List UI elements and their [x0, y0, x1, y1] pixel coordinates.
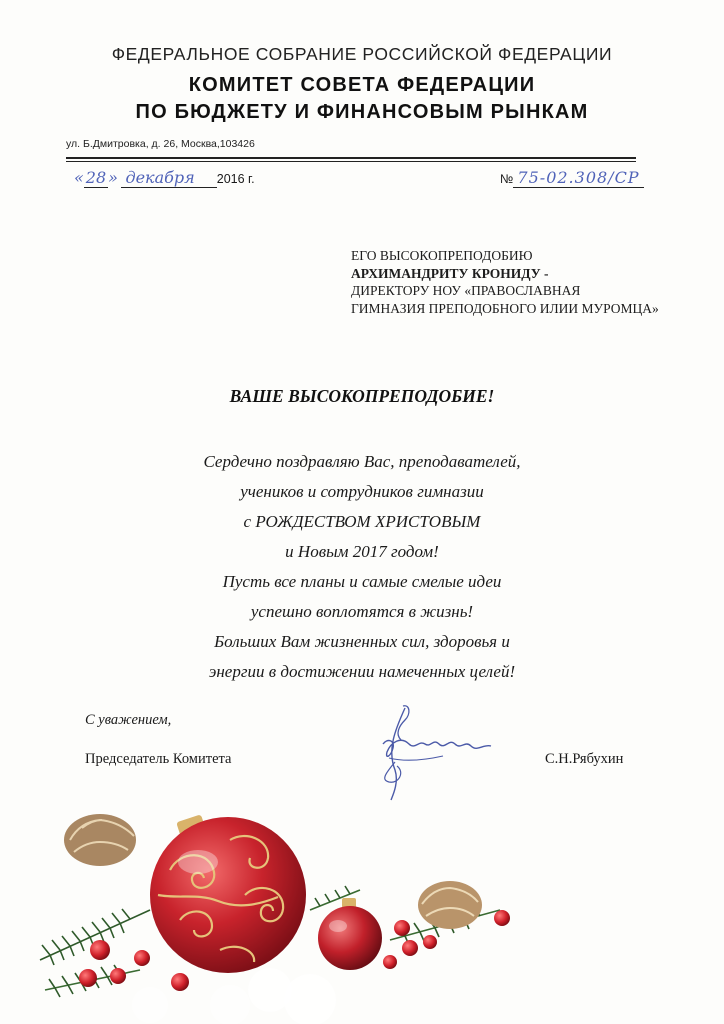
- christmas-ornament-decoration: [30, 800, 530, 1024]
- greeting-body: [0, 447, 724, 687]
- recipient-line1: ЕГО ВЫСОКОПРЕПОДОБИЮ: [351, 248, 533, 263]
- document-number: 75-02.308/СР: [513, 168, 643, 188]
- large-red-ornament: [150, 814, 306, 973]
- recipient-line3: ДИРЕКТОРУ НОУ «ПРАВОСЛАВНАЯ: [351, 283, 581, 298]
- letterhead-address: ул. Б.Дмитровка, д. 26, Москва,103426: [66, 138, 255, 150]
- date-year: 2016 г.: [216, 172, 255, 186]
- snow-sparkles: [132, 968, 336, 1024]
- recipient-line4: ГИМНАЗИЯ ПРЕПОДОБНОГО ИЛИИ МУРОМЦА»: [351, 300, 659, 316]
- date-open-quote: «: [74, 168, 84, 187]
- recipient-block: [351, 247, 659, 317]
- letterhead-line3: ПО БЮДЖЕТУ И ФИНАНСОВЫМ РЫНКАМ: [135, 101, 589, 123]
- signer-name: С.Н.Рябухин: [545, 751, 624, 767]
- date-day: 28: [85, 168, 107, 187]
- recipient-name: АРХИМАНДРИТУ КРОНИДУ -: [351, 265, 549, 281]
- body-line: успешно воплотятся в жизнь!: [250, 602, 474, 621]
- body-line: учеников и сотрудников гимназии: [240, 482, 484, 501]
- number-prefix: №: [500, 172, 514, 186]
- body-line: и Новым 2017 годом!: [285, 542, 439, 561]
- body-line: Больших Вам жизненных сил, здоровья и: [214, 632, 510, 651]
- document-number-line: [500, 168, 644, 188]
- salutation: ВАШЕ ВЫСОКОПРЕПОДОБИЕ!: [229, 386, 495, 406]
- letterhead-line2: КОМИТЕТ СОВЕТА ФЕДЕРАЦИИ: [188, 74, 536, 96]
- signer-position: Председатель Комитета: [85, 751, 232, 767]
- date-line: [74, 168, 255, 188]
- letterhead-line1: ФЕДЕРАЛЬНОЕ СОБРАНИЕ РОССИЙСКОЙ ФЕДЕРАЦИИ: [111, 44, 613, 64]
- letterhead-committee: [0, 72, 724, 126]
- header-rule-thick: [66, 157, 636, 159]
- pine-cone-right: [418, 881, 482, 929]
- header-rule-thin: [66, 161, 636, 162]
- pine-cone-left: [64, 814, 136, 866]
- date-month: декабря: [121, 168, 216, 188]
- body-line: Сердечно поздравляю Вас, преподавателей,: [203, 452, 521, 471]
- handwritten-signature: [365, 700, 515, 805]
- body-line: с РОЖДЕСТВОМ ХРИСТОВЫМ: [243, 512, 481, 531]
- small-red-ornament: [318, 898, 382, 970]
- closing-regards: С уважением,: [85, 712, 172, 728]
- body-line: Пусть все планы и самые смелые идеи: [222, 572, 502, 591]
- date-close-quote: »: [108, 168, 118, 187]
- body-line: энергии в достижении намеченных целей!: [208, 662, 516, 681]
